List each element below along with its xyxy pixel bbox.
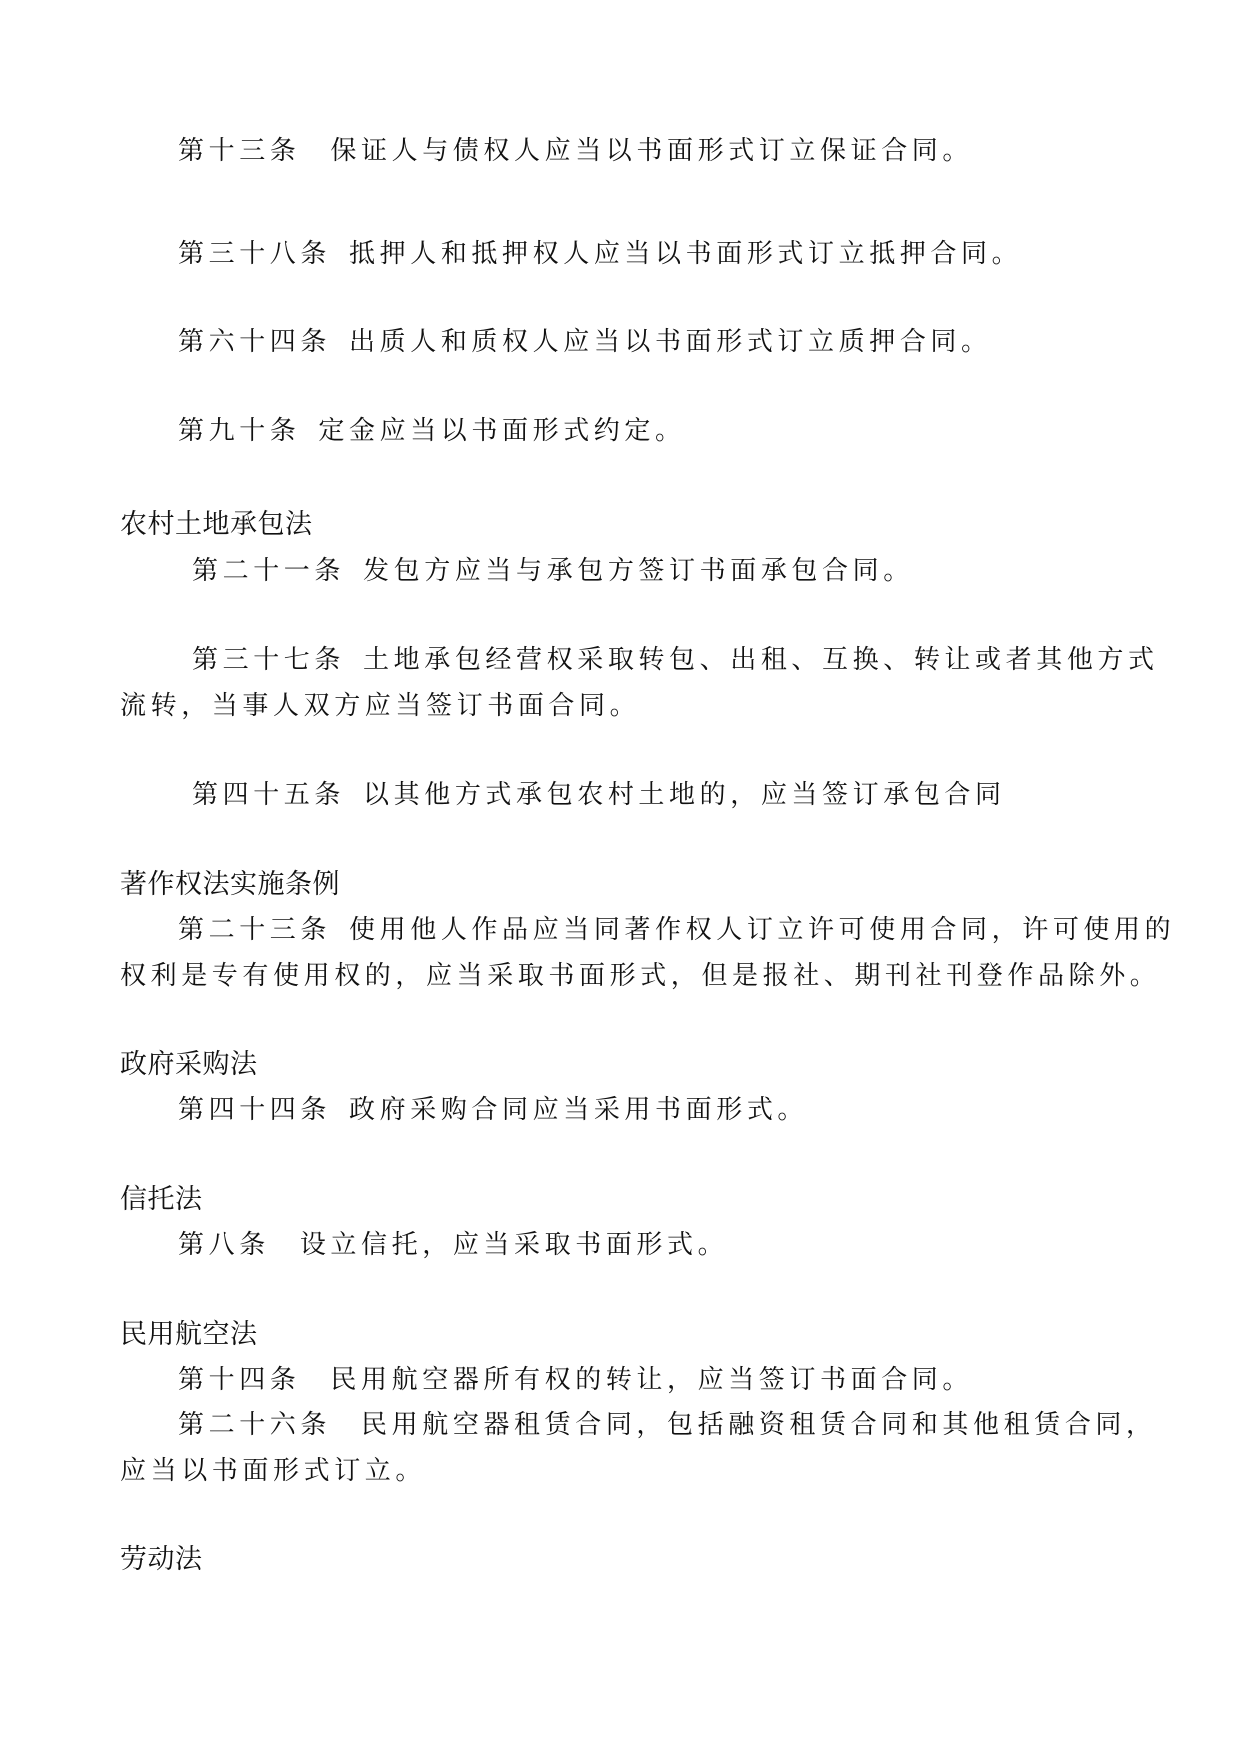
article-text: 以其他方式承包农村土地的，应当签订承包合同 (363, 780, 1006, 810)
article-text: 使用他人作品应当同著作权人订立许可使用合同，许可使用的 (349, 915, 1176, 945)
section-heading-civil-aviation-law: 民用航空法 (120, 1319, 258, 1350)
article-text: 设立信托，应当采取书面形式。 (299, 1230, 729, 1260)
article-text: 出质人和质权人应当以书面形式订立质押合同。 (349, 327, 992, 357)
section-heading-copyright-regulations: 著作权法实施条例 (120, 869, 340, 900)
article-text: 土地承包经营权采取转包、出租、互换、转让或者其他方式 (363, 645, 1159, 675)
article-text: 民用航空器租赁合同，包括融资租赁合同和其他租赁合同， (361, 1410, 1157, 1440)
article-23-copyright (178, 915, 1175, 945)
article-text: 民用航空器所有权的转让，应当签订书面合同。 (330, 1365, 974, 1395)
article-26-aviation (178, 1410, 1157, 1440)
article-23-continuation: 权利是专有使用权的，应当采取书面形式，但是报社、期刊社刊登作品除外。 (120, 961, 1161, 991)
article-14-aviation (178, 1365, 973, 1395)
article-number: 第四十五条 (192, 780, 346, 810)
article-64-pledge (178, 327, 992, 357)
article-text: 定金应当以书面形式约定。 (318, 416, 686, 446)
article-13-guarantee (178, 136, 973, 166)
article-number: 第四十四条 (178, 1095, 332, 1125)
article-text: 发包方应当与承包方签订书面承包合同。 (363, 556, 914, 586)
section-heading-rural-land-contract-law: 农村土地承包法 (120, 509, 313, 540)
article-number: 第十四条 (178, 1365, 301, 1395)
article-number: 第二十六条 (178, 1410, 332, 1440)
article-26-continuation: 应当以书面形式订立。 (120, 1456, 427, 1486)
article-8-trust (178, 1230, 728, 1260)
article-37-rural (192, 645, 1159, 675)
article-text: 政府采购合同应当采用书面形式。 (349, 1095, 809, 1125)
article-number: 第二十一条 (192, 556, 346, 586)
article-90-deposit (178, 416, 686, 446)
article-number: 第九十条 (178, 416, 301, 446)
article-37-continuation: 流转，当事人双方应当签订书面合同。 (120, 691, 641, 721)
article-number: 第三十七条 (192, 645, 346, 675)
article-text: 保证人与债权人应当以书面形式订立保证合同。 (330, 136, 974, 166)
article-number: 第八条 (178, 1230, 270, 1260)
article-45-rural (192, 780, 1006, 810)
article-number: 第二十三条 (178, 915, 332, 945)
article-number: 第三十八条 (178, 239, 332, 269)
article-38-mortgage (178, 239, 1022, 269)
article-text: 抵押人和抵押权人应当以书面形式订立抵押合同。 (349, 239, 1023, 269)
section-heading-labor-law: 劳动法 (120, 1544, 203, 1575)
section-heading-trust-law: 信托法 (120, 1184, 203, 1215)
article-number: 第十三条 (178, 136, 301, 166)
article-44-procurement (178, 1095, 808, 1125)
article-number: 第六十四条 (178, 327, 332, 357)
section-heading-government-procurement-law: 政府采购法 (120, 1049, 258, 1080)
article-21-rural (192, 556, 914, 586)
